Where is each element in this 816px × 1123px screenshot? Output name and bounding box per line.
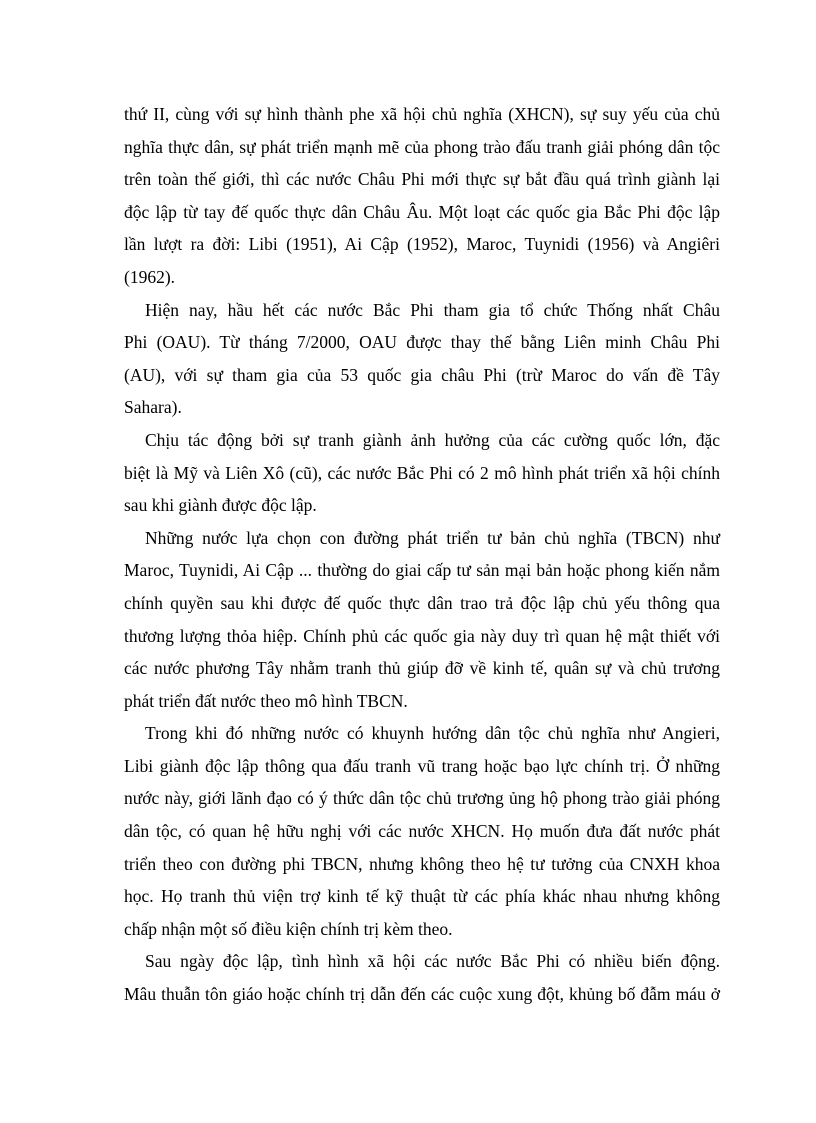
text-line: Trong khi đó những nước có khuynh hướng dân tộc chủ nghĩa như Angieri, (145, 723, 720, 744)
text-line: Phi (OAU). Từ tháng 7/2000, OAU được thay thế bằng Liên minh Châu Phi (124, 332, 720, 353)
text-line: các nước phương Tây nhằm tranh thủ giúp đỡ về kinh tế, quân sự và chủ trương (124, 658, 720, 679)
text-line: Những nước lựa chọn con đường phát triển tư bản chủ nghĩa (TBCN) như (145, 527, 720, 548)
text-line: biệt là Mỹ và Liên Xô (cũ), các nước Bắc Phi có 2 mô hình phát triển xã hội chính (124, 462, 720, 483)
text-line: (AU), với sự tham gia của 53 quốc gia châu Phi (trừ Maroc do vấn đề Tây (124, 364, 720, 385)
text-line: (1962). (124, 266, 176, 287)
text-line: lần lượt ra đời: Libi (1951), Ai Cập (1952), Maroc, Tuynidi (1956) và Angiêri (124, 234, 720, 255)
text-line: nghĩa thực dân, sự phát triển mạnh mẽ của phong trào đấu tranh giải phóng dân tộc (124, 136, 720, 157)
text-line: dân tộc, có quan hệ hữu nghị với các nước XHCN. Họ muốn đưa đất nước phát (124, 821, 720, 842)
text-line: học. Họ tranh thủ viện trợ kinh tế kỹ thuật từ các phía khác nhau nhưng không (124, 886, 720, 907)
paragraph-1 (124, 98, 720, 294)
text-line: Maroc, Tuynidi, Ai Cập ... thường do giai cấp tư sản mại bản hoặc phong kiến nắm (124, 560, 720, 581)
paragraph-2 (124, 294, 720, 424)
text-line: phát triển đất nước theo mô hình TBCN. (124, 690, 408, 711)
body-text (124, 98, 720, 1011)
text-line: triển theo con đường phi TBCN, nhưng không theo hệ tư tưởng của CNXH khoa (124, 853, 720, 874)
text-line: Chịu tác động bởi sự tranh giành ảnh hưởng của các cường quốc lớn, đặc (145, 429, 720, 450)
text-line: Sau ngày độc lập, tình hình xã hội các nước Bắc Phi có nhiều biến động. (145, 951, 720, 972)
text-line: Libi giành độc lập thông qua đấu tranh vũ trang hoặc bạo lực chính trị. Ở những (124, 755, 720, 776)
text-line: chấp nhận một số điều kiện chính trị kèm theo. (124, 918, 453, 939)
text-line: Hiện nay, hầu hết các nước Bắc Phi tham gia tổ chức Thống nhất Châu (145, 299, 720, 320)
text-line: nước này, giới lãnh đạo có ý thức dân tộc chủ trương ủng hộ phong trào giải phóng (124, 788, 720, 809)
paragraph-4 (124, 522, 720, 718)
text-line: chính quyền sau khi được đế quốc thực dân trao trả độc lập chủ yếu thông qua (124, 592, 720, 613)
text-line: độc lập từ tay đế quốc thực dân Châu Âu. Một loạt các quốc gia Bắc Phi độc lập (124, 201, 720, 222)
text-line: thương lượng thỏa hiệp. Chính phủ các quốc gia này duy trì quan hệ mật thiết với (124, 625, 720, 646)
paragraph-5 (124, 717, 720, 945)
text-line: trên toàn thế giới, thì các nước Châu Phi mới thực sự bắt đầu quá trình giành lại (124, 169, 720, 190)
text-line: sau khi giành được độc lập. (124, 495, 317, 516)
text-line: thứ II, cùng với sự hình thành phe xã hội chủ nghĩa (XHCN), sự suy yếu của chủ (124, 104, 720, 124)
paragraph-6 (124, 945, 720, 1010)
paragraph-3 (124, 424, 720, 522)
text-line: Mâu thuẫn tôn giáo hoặc chính trị dẫn đến các cuộc xung đột, khủng bố đẫm máu ở (124, 984, 720, 1005)
text-line: Sahara). (124, 397, 182, 418)
